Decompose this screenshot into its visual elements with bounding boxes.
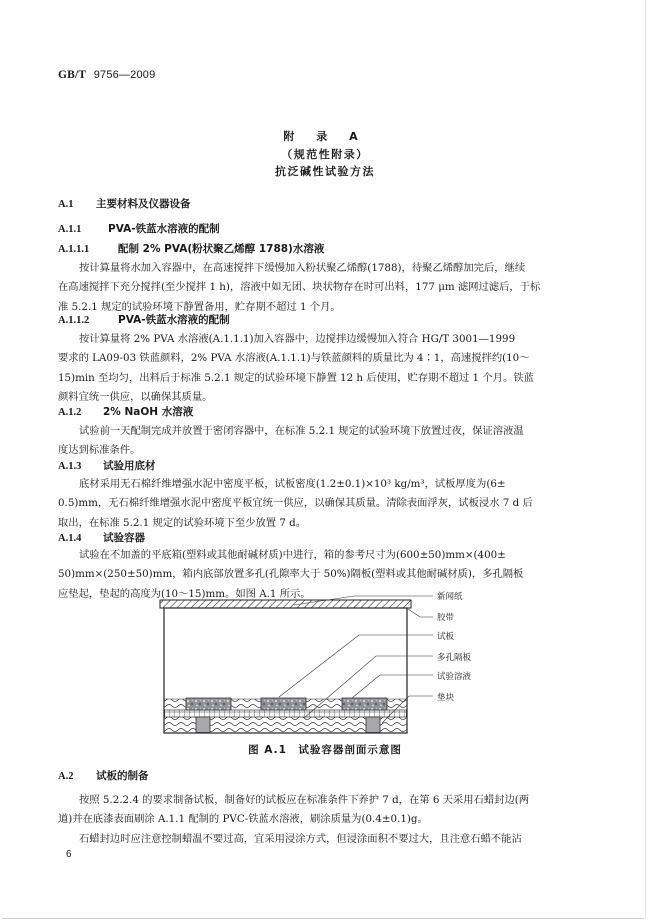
heading-a1: A.1 主要材料及仪器设备 bbox=[58, 198, 191, 210]
annex-name: 抗泛碱性试验方法 bbox=[275, 165, 375, 178]
annex-title: 附 录 A bbox=[283, 130, 367, 143]
test-panel-2 bbox=[261, 698, 306, 710]
paragraph-a1-1-2: 按计算量将 2% PVA 水溶液(A.1.1.1)加入容器中，边搅拌边缓慢加入符合 HG/T 3001—1999 要求的 LA09-03 铁蓝颜料，2% PVA 水溶液(A.1.1.1)与铁蓝颜料的质量比为 4∶1，高速搅拌约(10～ 15)min 至均匀，出料后于标准 5.2.1 规定的试验环境下静置 12 h 后使用，贮存期不超过 1 个月。铁蓝 颜料宜统一供应，以确保其质量。 bbox=[58, 333, 534, 404]
support-block-right bbox=[366, 717, 380, 733]
test-container-diagram bbox=[154, 595, 484, 735]
figure-caption: 图 A.1 试验容器剖面示意图 bbox=[248, 744, 402, 756]
standard-number: 9756—2009 bbox=[93, 69, 156, 81]
perforated-separator bbox=[165, 710, 407, 717]
paragraph-a1-2: 试验前一天配制完成并放置于密闭容器中，在标准 5.2.1 规定的试验环境下放置过夜，保证溶液温 度达到标准条件。 bbox=[58, 425, 524, 457]
newspaper-cover bbox=[160, 600, 411, 608]
paragraph-a1-4: 试验在不加盖的平底箱(塑料或其他耐碱材质)中进行，箱的参考尺寸为(600±50)mm×(400± 50)mm×(250±50)mm，箱内底部放置多孔(孔隙率大于 50%)隔板(塑料或其他耐碱材质)，多孔隔板 应垫起，垫起的高度为(10～15)mm。如图 A.1 所示。 bbox=[58, 549, 524, 600]
paragraph-a1-1-1: 按计算量将水加入容器中，在高速搅拌下缓慢加入粉状聚乙烯醇(1788)，待聚乙烯醇加完后，继续 在高速搅拌下充分搅拌(至少搅拌 1 h)，溶液中如无团、块状物存在时可出料，177 μm 滤网过滤后，于标 准 5.2.1 规定的试验环境下静置备用，贮存期不超过 1 个月。 bbox=[58, 262, 541, 313]
heading-a1-1: A.1.1 PVA-铁蓝水溶液的配制 bbox=[58, 223, 220, 235]
page-edge-right bbox=[645, 0, 646, 918]
page-edge-bottom bbox=[2, 918, 644, 919]
support-block-left bbox=[196, 717, 210, 733]
test-panel-1 bbox=[186, 698, 231, 710]
label-newspaper: 新闻纸 bbox=[437, 592, 463, 602]
heading-a1-3: A.1.3 试验用底材 bbox=[58, 460, 156, 472]
heading-a2: A.2 试板的制备 bbox=[58, 770, 149, 782]
heading-a1-1-1: A.1.1.1 配制 2% PVA(粉状聚乙烯醇 1788)水溶液 bbox=[58, 243, 325, 255]
label-perforated-separator: 多孔隔板 bbox=[437, 653, 472, 663]
paragraph-a1-3: 底材采用无石棉纤维增强水泥中密度平板，试板密度(1.2±0.1)×10³ kg/m³，试板厚度为(6± 0.5)mm，无石棉纤维增强水泥中密度平板宜统一供应，以确保其质量。清除表面浮灰，试板浸水 7 d 后 取出，在标准 5.2.1 规定的试验环境下至少放置 7 d。 bbox=[58, 478, 533, 529]
label-test-panel: 试板 bbox=[437, 632, 455, 642]
heading-a1-1-2: A.1.1.2 PVA-铁蓝水溶液的配制 bbox=[58, 314, 230, 326]
standard-code bbox=[58, 68, 155, 81]
annex-subtitle: （规范性附录） bbox=[281, 148, 369, 161]
label-tape: 胶带 bbox=[437, 613, 455, 623]
label-support-block: 垫块 bbox=[437, 693, 455, 703]
heading-a1-2: A.1.2 2% NaOH 水溶液 bbox=[58, 406, 194, 418]
label-test-solution: 试验溶液 bbox=[437, 672, 472, 682]
standard-prefix: GB/T bbox=[58, 69, 87, 81]
heading-a1-4: A.1.4 试验容器 bbox=[58, 532, 145, 544]
page-number: 6 bbox=[66, 849, 72, 860]
paragraph-a2: 按照 5.2.2.4 的要求制备试板，制备好的试板应在标准条件下养护 7 d，在第 6 天采用石蜡封边(两 道)并在底漆表面刷涂 A.1.1 配制的 PVC-铁蓝水溶液，刷涂质量为(0.4±0.1)g。 石蜡封边时应注意控制蜡温不要过高，宜采用浸涂方式，但浸涂面积不要过大，且注意石蜡不能沾 bbox=[58, 794, 530, 845]
test-panel-3 bbox=[342, 698, 387, 710]
